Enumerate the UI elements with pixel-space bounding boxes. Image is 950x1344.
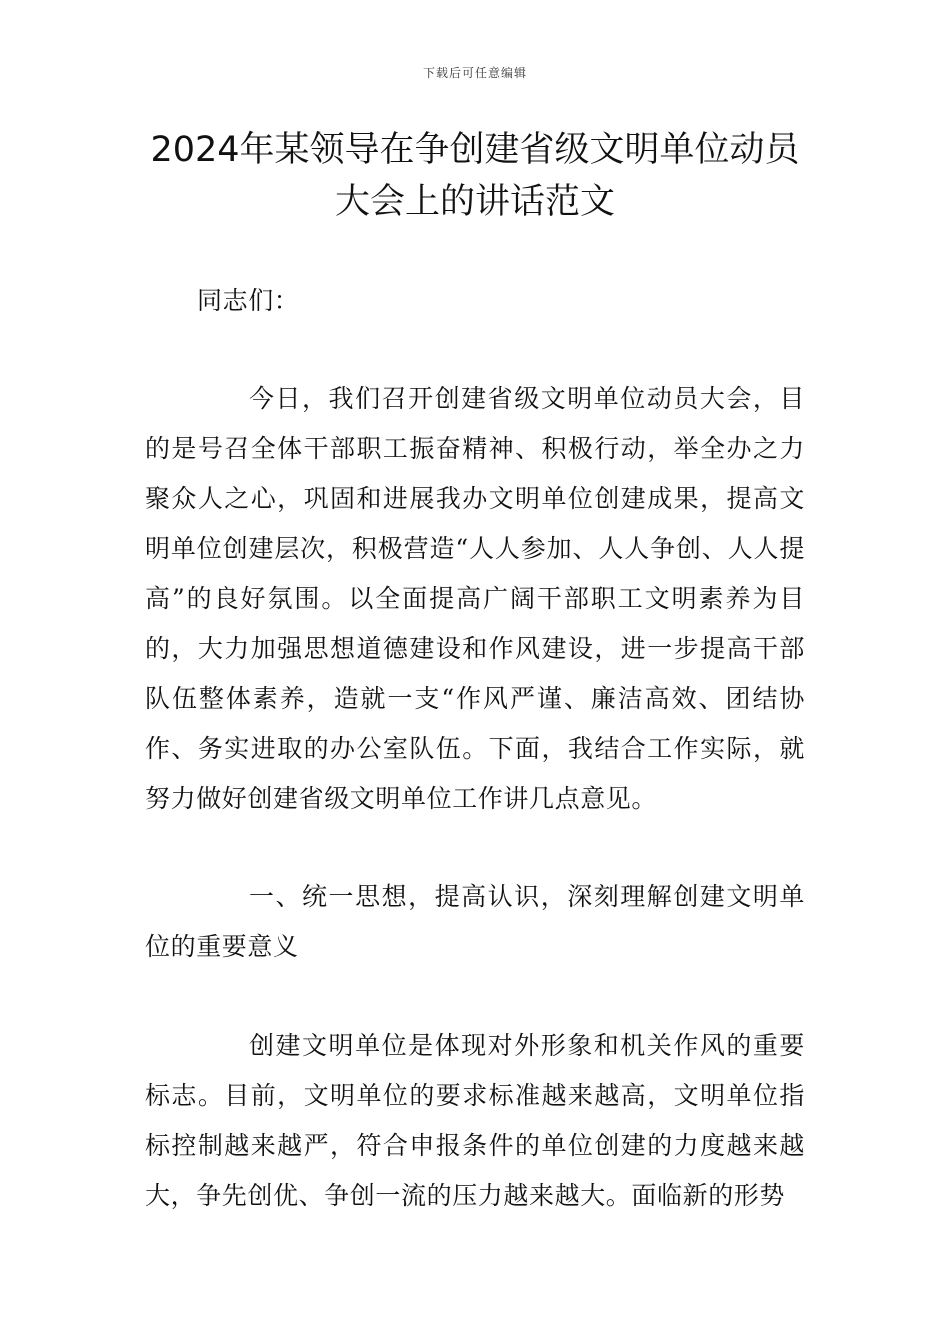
header-note: 下载后可任意编辑	[422, 66, 527, 80]
section-heading-1: 一、统一思想，提高认识，深刻理解创建文明单位的重要意义	[145, 882, 805, 961]
paragraph-opening: 今日，我们召开创建省级文明单位动员大会，目的是号召全体干部职工振奋精神、积极行动，举全办之力聚众人之心，巩固和进展我办文明单位创建成果，提高文明单位创建层次，积极营造“人人参加、人人争创、人人提高”的良好氛围。以全面提高广阔干部职工文明素养为目的，大力加强思想道德建设和作风建设，进一步提高干部队伍整体素养，造就一支“作风严谨、廉洁高效、团结协作、务实进取的办公室队伍。下面，我结合工作实际，就努力做好创建省级文明单位工作讲几点意见。	[145, 384, 805, 813]
document-title: 2024年某领导在争创建省级文明单位动员大会上的讲话范文	[150, 130, 800, 222]
salutation: 同志们：	[197, 286, 300, 315]
paragraph-section-1: 创建文明单位是体现对外形象和机关作风的重要标志。目前，文明单位的要求标准越来越高，文明单位指标控制越来越严，符合申报条件的单位创建的力度越来越大，争先创优、争创一流的压力越来越大。面临新的形势	[145, 1031, 805, 1210]
